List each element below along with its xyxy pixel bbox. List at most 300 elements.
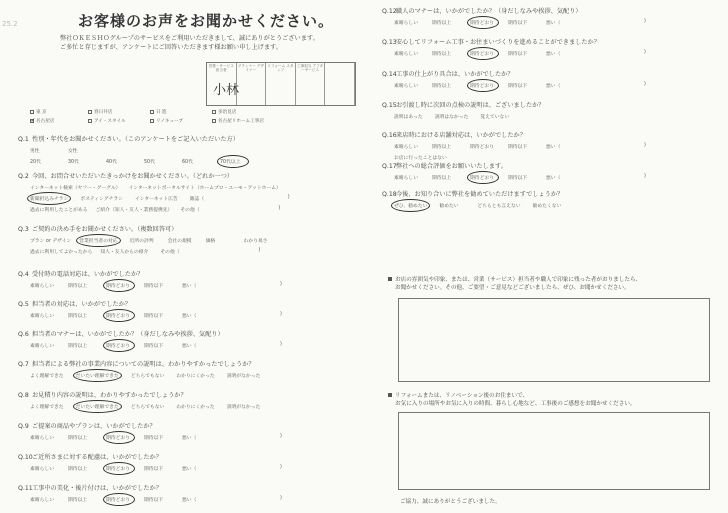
hand-drawn-circle-icon <box>391 199 430 212</box>
answer-option[interactable] <box>128 184 280 191</box>
question-title <box>18 299 366 308</box>
answer-option[interactable] <box>144 434 170 441</box>
answer-option[interactable] <box>144 496 170 503</box>
answer-label: ) <box>280 465 282 470</box>
answer-option[interactable] <box>30 403 64 410</box>
answer-option[interactable] <box>508 174 534 181</box>
living-prompt-line-1: リフォームまたは、リノベーション後のお住まいで、 <box>395 393 529 399</box>
answer-label: 期待どおり <box>106 344 130 349</box>
question-number: Q.3 <box>18 226 29 233</box>
answer-option[interactable] <box>280 312 282 319</box>
answer-label: 期待どおり <box>106 467 130 472</box>
checkbox-icon[interactable] <box>88 110 92 114</box>
answer-option[interactable] <box>135 195 178 202</box>
question-number: Q.6 <box>18 331 29 338</box>
answer-label: 悪い（ <box>546 145 561 150</box>
answer-label: だいたい理解できた <box>75 374 119 379</box>
answer-label: ご紹介（知人・友人・業務提携先） <box>95 208 173 213</box>
answer-option[interactable] <box>480 113 509 120</box>
answer-option[interactable] <box>106 158 132 165</box>
hand-drawn-circle-icon <box>76 234 120 247</box>
question-q8 <box>18 390 366 410</box>
answer-option[interactable] <box>96 206 173 213</box>
answer-option[interactable] <box>68 147 94 154</box>
answer-option[interactable] <box>130 237 156 244</box>
answer-row <box>18 465 366 472</box>
answer-option[interactable] <box>280 342 282 349</box>
answer-row <box>18 434 366 441</box>
answer-label: 期待以下 <box>508 52 528 57</box>
question-title <box>382 6 728 15</box>
answer-option[interactable] <box>106 342 132 349</box>
answer-option[interactable] <box>227 403 261 410</box>
answer-label: 雑誌（ <box>189 197 205 202</box>
brand-label: アイ・スタイル <box>94 119 126 124</box>
question-number: Q.7 <box>18 361 29 368</box>
answer-option[interactable] <box>394 113 423 120</box>
answer-option[interactable] <box>160 248 186 255</box>
answer-option[interactable] <box>394 82 420 89</box>
answer-label: 悪い（ <box>546 21 561 26</box>
answer-option[interactable] <box>30 312 56 319</box>
answer-option[interactable] <box>470 19 496 26</box>
answer-label: 期待以下 <box>508 84 528 89</box>
question-title <box>18 483 366 492</box>
answer-option[interactable] <box>131 372 165 379</box>
question-q18 <box>382 189 728 209</box>
answer-label: 悪い（ <box>182 284 197 289</box>
answer-label: 素晴らしい <box>394 21 418 26</box>
answer-option[interactable] <box>206 237 232 244</box>
answer-label: 期待以下 <box>144 498 164 503</box>
answer-option[interactable] <box>144 158 170 165</box>
question-title <box>18 329 366 338</box>
brand-label: 多治見店 <box>218 110 237 115</box>
staff-comment-box[interactable] <box>398 298 710 382</box>
answer-label: ) <box>258 248 261 253</box>
question-text: 受付時の電話対応は、いかがでしたか？ <box>32 271 144 278</box>
answer-label: 素晴らしい <box>30 314 54 319</box>
question-text: お見積り内容の説明は、わかりやすかったでしょうか？ <box>32 392 187 399</box>
answer-option[interactable] <box>106 312 132 319</box>
answer-label: ) <box>287 195 290 200</box>
answer-label: 価格 <box>205 239 216 244</box>
answer-option[interactable] <box>470 82 496 89</box>
question-number: Q.12 <box>382 8 397 15</box>
answer-option[interactable] <box>288 195 290 202</box>
question-q7 <box>18 359 366 379</box>
answer-label: 素晴らしい <box>394 176 418 181</box>
question-number: Q.2 <box>18 173 29 180</box>
answer-label: ) <box>644 174 646 179</box>
answer-option[interactable] <box>30 496 56 503</box>
answer-row <box>18 248 366 255</box>
answer-option[interactable] <box>470 174 496 181</box>
answer-label: 70代以上 <box>220 160 241 165</box>
answer-label: インターネットポータルサイト（ホームプロ・ユーモ・アットホーム） <box>128 186 281 191</box>
answer-option[interactable] <box>144 465 170 472</box>
answer-label: 覚えていない <box>480 115 510 120</box>
answer-option[interactable] <box>68 282 94 289</box>
hand-drawn-circle-icon <box>103 431 135 444</box>
answer-option[interactable] <box>68 158 94 165</box>
answer-option[interactable] <box>227 372 261 379</box>
answer-option[interactable] <box>144 342 170 349</box>
answer-option[interactable] <box>508 143 534 150</box>
answer-option[interactable] <box>106 465 132 472</box>
answer-option[interactable] <box>644 82 646 89</box>
brand-option[interactable] <box>150 118 212 124</box>
answer-label: 期待以上 <box>68 498 88 503</box>
answer-label: ぜひ、勧めたい <box>394 204 428 209</box>
answer-option[interactable] <box>30 248 92 255</box>
intro-line-2: ご多忙と存じますが、アンケートにご回答いただきます様お願い申し上げます。 <box>60 44 282 51</box>
living-comment-box[interactable] <box>398 412 710 490</box>
staff-prompt-line-2: お聞かせください。その他、ご要望・ご意見などございましたら、ぜひ、お聞かせください。 <box>395 285 630 291</box>
hand-drawn-circle-icon <box>73 369 122 382</box>
answer-label: 20代 <box>30 160 41 165</box>
answer-label: 40代 <box>106 160 117 165</box>
answer-option[interactable] <box>30 372 64 379</box>
answer-label: 説明はあった <box>394 115 423 120</box>
answer-label: 期待以下 <box>508 21 528 26</box>
staff-comment-prompt <box>388 276 718 292</box>
hand-drawn-circle-icon <box>103 309 135 322</box>
answer-option[interactable] <box>180 206 206 213</box>
page-title: お客様のお声をお聞かせください。 <box>78 12 335 30</box>
answer-option[interactable] <box>280 496 282 503</box>
answer-option[interactable] <box>30 147 56 154</box>
question-number: Q.14 <box>382 71 397 78</box>
answer-label: 悪い（ <box>546 84 561 89</box>
answer-option[interactable] <box>470 143 496 150</box>
answer-option[interactable] <box>508 82 534 89</box>
answer-label: 期待どおり <box>106 314 130 319</box>
answer-option[interactable] <box>546 174 572 181</box>
question-q15 <box>382 100 728 120</box>
intro-text <box>60 34 350 52</box>
answer-label: 素晴らしい <box>394 84 418 89</box>
answer-label: 説明がなかった <box>226 374 261 379</box>
question-number: Q.9 <box>18 423 29 430</box>
question-title <box>382 37 728 46</box>
answer-row <box>18 206 366 213</box>
answer-option[interactable] <box>432 50 458 57</box>
hand-drawn-circle-icon <box>27 192 71 205</box>
question-text: 工事の仕上がり具合は、いかがでしたか？ <box>396 71 514 78</box>
brand-label: 東 京 <box>36 110 47 115</box>
stamp-col-planner: プランナー デザイナー <box>237 63 267 105</box>
answer-label: 悪い（ <box>182 436 197 441</box>
hand-drawn-circle-icon <box>467 171 499 184</box>
answer-option[interactable] <box>394 50 420 57</box>
answer-label: インターネット広告 <box>135 197 178 202</box>
stamp-col-blank <box>325 63 355 105</box>
answer-option[interactable] <box>30 237 71 244</box>
answer-label: どちらでもない <box>130 374 165 379</box>
question-q9 <box>18 421 366 441</box>
brand-option[interactable] <box>212 109 312 115</box>
answer-option[interactable] <box>76 403 119 410</box>
checkbox-icon[interactable] <box>150 110 154 114</box>
answer-label: 悪い（ <box>182 498 197 503</box>
answer-option[interactable] <box>106 496 132 503</box>
answer-label: 期待どおり <box>106 284 130 289</box>
answer-option[interactable] <box>144 312 170 319</box>
answer-option[interactable] <box>394 202 427 209</box>
answer-option[interactable] <box>30 158 56 165</box>
answer-label: わかりにくかった <box>176 405 215 410</box>
checkbox-icon[interactable] <box>30 110 34 114</box>
brand-label: 日 進 <box>156 110 167 115</box>
answer-option[interactable] <box>190 195 216 202</box>
question-number: Q.10 <box>18 454 33 461</box>
answer-label: 過去に利用したことがある <box>30 208 88 213</box>
answer-row <box>382 174 728 181</box>
answer-option[interactable] <box>30 184 120 191</box>
hand-drawn-circle-icon <box>467 47 499 60</box>
answer-label: 期待以下 <box>144 344 164 349</box>
question-q4 <box>18 269 366 289</box>
brand-option[interactable] <box>88 109 150 115</box>
answer-label: お店に行ったことはない <box>394 156 447 161</box>
answer-option[interactable] <box>470 50 496 57</box>
question-q14 <box>382 69 728 89</box>
answer-option[interactable] <box>30 434 56 441</box>
answer-option[interactable] <box>432 82 458 89</box>
answer-option[interactable] <box>30 206 88 213</box>
answer-option[interactable] <box>546 19 572 26</box>
answer-label: ) <box>280 434 282 439</box>
question-title <box>382 161 728 170</box>
answer-row <box>18 403 366 410</box>
answer-option[interactable] <box>644 174 646 181</box>
answer-option[interactable] <box>144 282 170 289</box>
hand-drawn-circle-icon <box>73 400 122 413</box>
answer-option[interactable] <box>258 248 260 255</box>
answer-label: 素晴らしい <box>394 52 418 57</box>
corner-mark: 25.2 <box>2 20 18 28</box>
answer-option[interactable] <box>68 342 94 349</box>
answer-label: 期待以上 <box>432 21 452 26</box>
answer-option[interactable] <box>182 282 208 289</box>
answer-option[interactable] <box>508 50 534 57</box>
answer-option[interactable] <box>644 50 646 57</box>
answer-option[interactable] <box>644 19 646 26</box>
answer-row <box>18 237 366 244</box>
answer-label: 30代 <box>68 160 79 165</box>
answer-option[interactable] <box>644 143 646 150</box>
question-number: Q.18 <box>382 191 397 198</box>
answer-label: 悪い（ <box>182 344 197 349</box>
living-comment-prompt <box>388 392 718 408</box>
question-text: 職人のマナーは、いかがでしたか？（身だしなみや挨拶、気配り） <box>396 8 582 15</box>
answer-option[interactable] <box>432 174 458 181</box>
answer-label: 期待どおり <box>470 145 494 150</box>
answer-label: ) <box>644 143 646 148</box>
answer-row <box>18 195 366 202</box>
answer-label: ) <box>644 82 646 87</box>
answer-option[interactable] <box>68 496 94 503</box>
brand-option[interactable] <box>150 109 212 115</box>
answer-row <box>382 202 728 209</box>
answer-label: 期待以下 <box>144 284 164 289</box>
answer-row <box>18 372 366 379</box>
answer-label: インターネット検索（ヤフー・グーグル） <box>30 186 121 191</box>
answer-option[interactable] <box>394 143 420 150</box>
staff-stamp-box <box>206 62 356 106</box>
answer-option[interactable] <box>280 465 282 472</box>
answer-option[interactable] <box>220 158 246 165</box>
answer-label: 期待以上 <box>68 344 88 349</box>
question-number: Q.13 <box>382 39 397 46</box>
answer-option[interactable] <box>278 206 280 213</box>
answer-option[interactable] <box>533 202 562 209</box>
answer-option[interactable] <box>182 312 208 319</box>
question-text: ご提案の商品やプランは、いかがでしたか？ <box>32 423 156 430</box>
checkbox-icon[interactable] <box>212 119 216 123</box>
hand-drawn-circle-icon <box>103 462 135 475</box>
checkbox-icon[interactable] <box>150 119 154 123</box>
checkbox-checked-icon[interactable] <box>30 119 34 123</box>
answer-option[interactable] <box>182 434 208 441</box>
answer-label: 説明はなかった <box>434 115 469 120</box>
stamp-signature: 小林 <box>213 83 240 98</box>
answer-option[interactable] <box>106 434 132 441</box>
answer-option[interactable] <box>106 282 132 289</box>
answer-option[interactable] <box>394 174 420 181</box>
answer-option[interactable] <box>182 342 208 349</box>
answer-label: 期待どおり <box>470 52 494 57</box>
answer-label: わかり易さ <box>243 239 268 244</box>
question-title <box>18 390 366 399</box>
answer-option[interactable] <box>176 403 214 410</box>
answer-label: 女性 <box>68 149 78 154</box>
hand-drawn-circle-icon <box>103 279 135 292</box>
answer-label: 素晴らしい <box>394 145 418 150</box>
question-number: Q.8 <box>18 392 29 399</box>
answer-label: 営業担当者の対応 <box>79 239 118 244</box>
brand-option[interactable] <box>88 118 150 124</box>
answer-label: 期待以上 <box>432 52 452 57</box>
question-title <box>18 134 366 143</box>
brand-option[interactable] <box>212 118 312 124</box>
brand-option[interactable] <box>30 109 88 115</box>
answer-label: ) <box>280 312 282 317</box>
question-q3 <box>18 224 366 255</box>
answer-label: 50代 <box>144 160 155 165</box>
answer-label: 素晴らしい <box>30 498 54 503</box>
stamp-col-aftercare: 工事担当 アフターサービス <box>296 63 326 105</box>
answer-option[interactable] <box>394 154 447 161</box>
staff-prompt-line-1: お店の雰囲気や印象、または、営業（サービス）担当者や職人で印象に残った者がおりましたら、 <box>395 277 642 283</box>
answer-label: 期待どおり <box>470 84 494 89</box>
question-title <box>382 130 728 139</box>
question-q16 <box>382 130 728 161</box>
answer-option[interactable] <box>546 82 572 89</box>
question-title <box>18 171 366 180</box>
answer-option[interactable] <box>30 195 68 202</box>
answer-option[interactable] <box>100 248 148 255</box>
answer-option[interactable] <box>394 19 420 26</box>
question-q13 <box>382 37 728 57</box>
right-column <box>378 6 720 506</box>
answer-option[interactable] <box>168 237 194 244</box>
checkbox-icon[interactable] <box>88 119 92 123</box>
answer-label: ) <box>280 342 282 347</box>
question-text: 性別・年代をお聞かせください。（このアンケートをご記入いただいた方） <box>32 136 239 143</box>
question-title <box>18 269 366 278</box>
answer-option[interactable] <box>182 496 208 503</box>
question-title <box>382 189 728 198</box>
answer-label: その他（ <box>180 208 200 213</box>
answer-option[interactable] <box>30 465 56 472</box>
answer-option[interactable] <box>280 282 282 289</box>
answer-option[interactable] <box>80 195 123 202</box>
answer-option[interactable] <box>131 403 165 410</box>
living-prompt-line-2: お気に入りの場所やお気に入りの時間、暮らし心地など、工事後のご感想をお聞かせください。 <box>395 401 636 407</box>
brand-option[interactable] <box>30 118 88 124</box>
answer-option[interactable] <box>176 372 214 379</box>
checkbox-icon[interactable] <box>212 110 216 114</box>
answer-label: どちらとも言えない <box>477 204 521 209</box>
answer-option[interactable] <box>68 312 94 319</box>
answer-label: 過去に利用してよかったから <box>30 250 93 255</box>
answer-option[interactable] <box>432 19 458 26</box>
question-text: 工事中の美化・後片付けは、いかがでしたか？ <box>32 485 162 492</box>
answer-option[interactable] <box>435 113 469 120</box>
answer-label: わかりにくかった <box>176 374 215 379</box>
answer-option[interactable] <box>182 465 208 472</box>
brand-label: 春日井店 <box>94 110 113 115</box>
answer-label: 勧めたくない <box>532 204 562 209</box>
answer-option[interactable] <box>68 434 94 441</box>
answer-label: ) <box>644 19 646 24</box>
answer-option[interactable] <box>79 237 117 244</box>
answer-option[interactable] <box>68 465 94 472</box>
answer-option[interactable] <box>30 282 56 289</box>
brand-label: 名古屋店 <box>36 119 55 124</box>
question-q12 <box>382 6 728 26</box>
answer-option[interactable] <box>182 158 208 165</box>
answer-option[interactable] <box>477 202 520 209</box>
answer-label: よく理解できた <box>30 405 64 410</box>
answer-option[interactable] <box>546 143 572 150</box>
question-text: ご近所さまに対する配慮は、いかがでしたか？ <box>32 454 162 461</box>
answer-label: 期待どおり <box>470 176 494 181</box>
answer-option[interactable] <box>439 202 465 209</box>
question-q17 <box>382 161 728 181</box>
question-number: Q.1 <box>18 136 29 143</box>
answer-row <box>382 113 728 120</box>
answer-option[interactable] <box>546 50 572 57</box>
answer-option[interactable] <box>76 372 119 379</box>
brand-checklist <box>30 109 330 124</box>
answer-row <box>18 282 366 289</box>
answer-label: ) <box>278 206 281 211</box>
answer-label: 男性 <box>30 149 40 154</box>
answer-option[interactable] <box>244 237 270 244</box>
answer-option[interactable] <box>508 19 534 26</box>
question-number: Q.4 <box>18 271 29 278</box>
answer-option[interactable] <box>280 434 282 441</box>
answer-label: 期待以上 <box>68 284 88 289</box>
hand-drawn-circle-icon <box>103 339 135 352</box>
answer-label: 説明がなかった <box>226 405 261 410</box>
answer-row <box>18 147 366 154</box>
answer-option[interactable] <box>30 342 56 349</box>
answer-option[interactable] <box>432 143 458 150</box>
